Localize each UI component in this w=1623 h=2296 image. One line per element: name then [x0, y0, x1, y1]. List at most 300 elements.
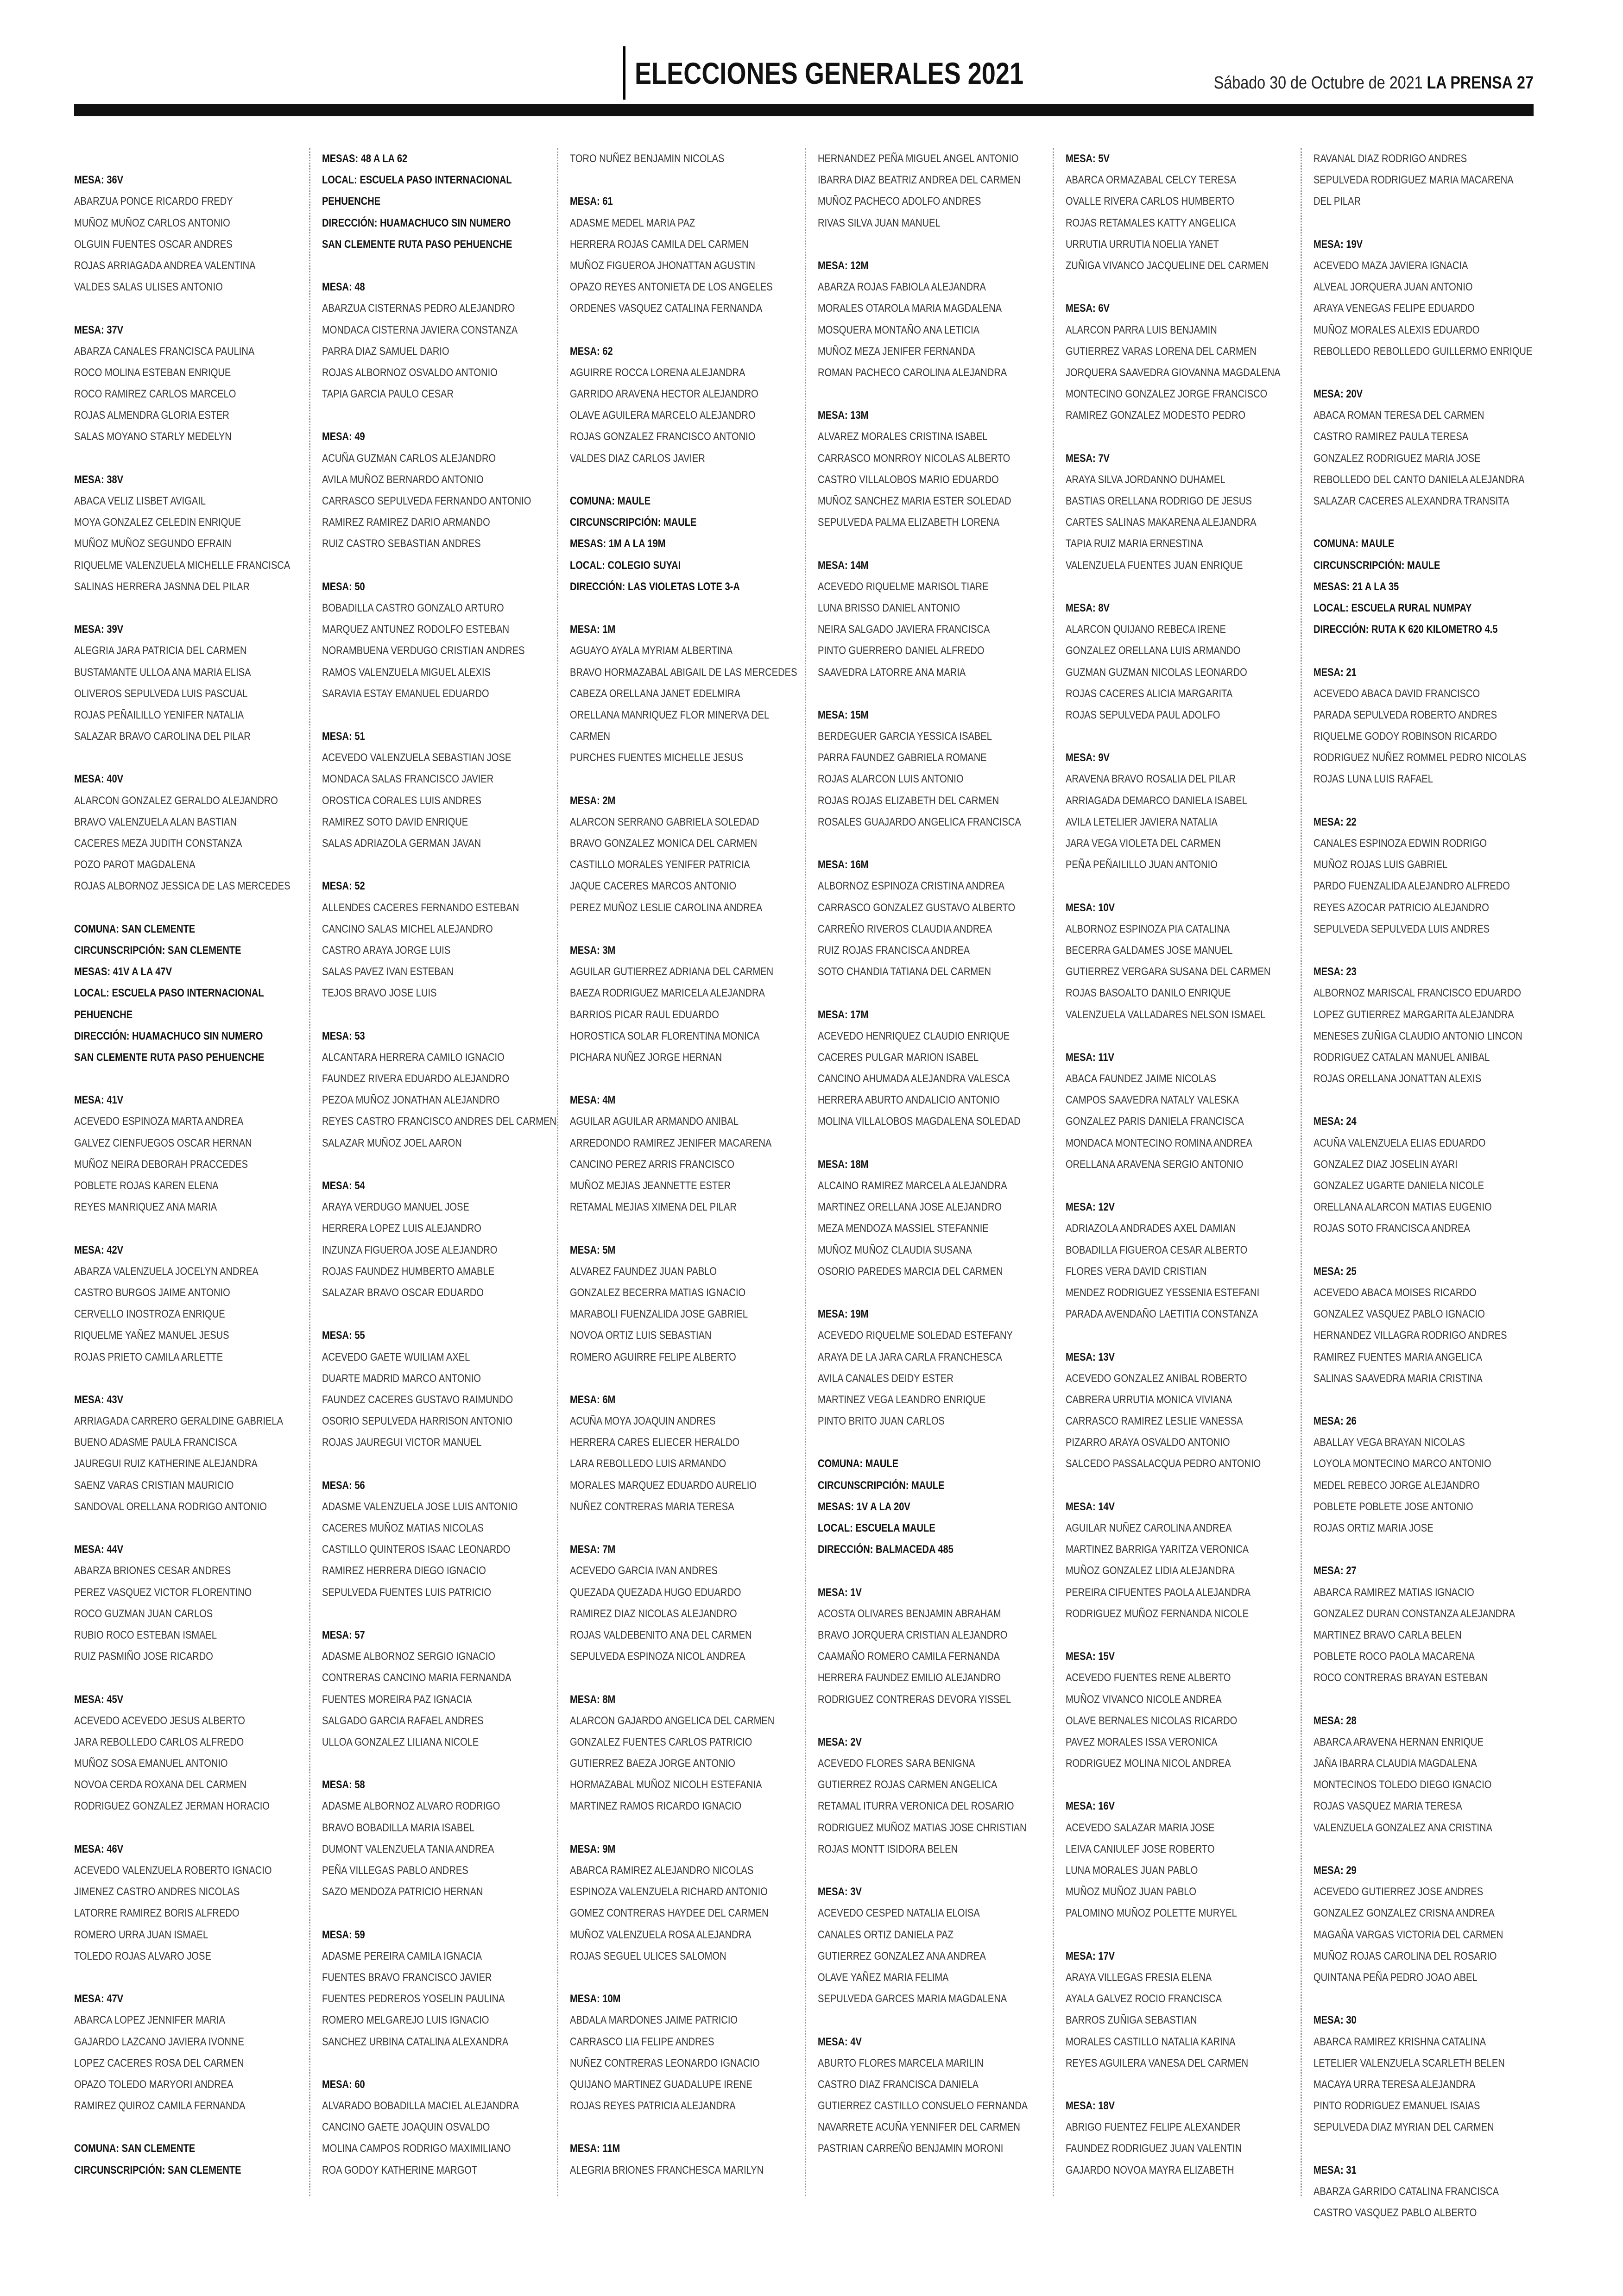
spacer [570, 1518, 765, 1539]
voter-name: ABARCA ARAVENA HERNAN ENRIQUE [1314, 1735, 1484, 1748]
voter-name: ACEVEDO SALAZAR MARIA JOSE [1066, 1821, 1215, 1834]
table-heading: MESA: 40V [74, 773, 124, 786]
spacer [74, 1368, 270, 1389]
precinct-info: COMUNA: MAULE [1314, 537, 1395, 550]
voter-name: GONZALEZ DURAN CONSTANZA ALEJANDRA [1314, 1607, 1515, 1620]
voter-name: MOYA GONZALEZ CELEDIN ENRIQUE [74, 516, 241, 529]
voter-name: FUENTES PEDREROS YOSELIN PAULINA [322, 1993, 505, 2006]
voter-name: ACEVEDO RIQUELME MARISOL TIARE [818, 580, 989, 593]
column-divider [1053, 148, 1054, 2196]
voter-name: ACEVEDO FUENTES RENE ALBERTO [1066, 1672, 1231, 1684]
voter-name: TORO NUÑEZ BENJAMIN NICOLAS [570, 152, 725, 165]
voter-name: ROCO MOLINA ESTEBAN ENRIQUE [74, 366, 231, 379]
voter-name: QUINTANA PEÑA PEDRO JOAO ABEL [1314, 1971, 1478, 1984]
voter-name: ROJAS ORTIZ MARIA JOSE [1314, 1522, 1434, 1534]
table-heading: MESA: 15V [1066, 1650, 1115, 1663]
table-heading: MESA: 14M [818, 559, 869, 572]
page-number: 27 [1517, 73, 1534, 93]
voter-name: ADASME PEREIRA CAMILA IGNACIA [322, 1949, 482, 1962]
voter-name: ROJAS MONTT ISIDORA BELEN [818, 1842, 958, 1855]
table-heading: MESA: 14V [1066, 1500, 1115, 1513]
voter-name: CASTRO DIAZ FRANCISCA DANIELA [818, 2078, 979, 2091]
spacer [322, 1304, 518, 1325]
voter-name: ABARCA RAMIREZ MATIAS IGNACIO [1314, 1586, 1474, 1599]
voter-name: JARA VEGA VIOLETA DEL CARMEN [1066, 837, 1221, 850]
voter-name: DUARTE MADRID MARCO ANTONIO [322, 1372, 481, 1385]
voter-name: RAMIREZ DIAZ NICOLAS ALEJANDRO [570, 1607, 737, 1620]
spacer [322, 1603, 518, 1625]
voter-name: SALCEDO PASSALACQUA PEDRO ANTONIO [1066, 1457, 1261, 1470]
voter-name: SEPULVEDA PALMA ELIZABETH LORENA [818, 516, 1000, 529]
voter-name: MUÑOZ NEIRA DEBORAH PRACCEDES [74, 1158, 248, 1171]
precinct-info: MESAS: 41V A LA 47V [74, 965, 172, 978]
voter-name: MARTINEZ VEGA LEANDRO ENRIQUE [818, 1393, 986, 1406]
voter-name: LOYOLA MONTECINO MARCO ANTONIO [1314, 1457, 1491, 1470]
voter-name: BRAVO HORMAZABAL ABIGAIL DE LAS MERCEDES [570, 666, 797, 679]
voter-name: ORELLANA ALARCON MATIAS EUGENIO [1314, 1201, 1492, 1214]
table-heading: MESA: 11M [570, 2142, 620, 2155]
voter-name: BARROS ZUÑIGA SEBASTIAN [1066, 2014, 1197, 2027]
table-heading: MESA: 16V [1066, 1800, 1115, 1813]
voter-name: AGUILAR GUTIERREZ ADRIANA DEL CARMEN [570, 965, 774, 978]
voter-name: ABARZUA CISTERNAS PEDRO ALEJANDRO [322, 302, 515, 315]
voter-name: ACEVEDO GARCIA IVAN ANDRES [570, 1564, 718, 1577]
spacer [74, 598, 270, 619]
voter-name: CARRASCO GONZALEZ GUSTAVO ALBERTO [818, 901, 1016, 914]
table-heading: MESA: 13V [1066, 1350, 1115, 1363]
spacer [1066, 1625, 1261, 1646]
voter-name: QUIJANO MARTINEZ GUADALUPE IRENE [570, 2078, 752, 2091]
spacer [818, 1282, 1013, 1304]
spacer [1314, 1689, 1509, 1710]
voter-name: ADASME ALBORNOZ ALVARO RODRIGO [322, 1800, 500, 1813]
voter-name: BRAVO VALENZUELA ALAN BASTIAN [74, 815, 237, 828]
voter-name: ABARZA ROJAS FABIOLA ALEJANDRA [818, 281, 986, 294]
table-heading: MESA: 51 [322, 730, 365, 743]
spacer [1066, 1924, 1261, 1946]
spacer [74, 448, 270, 469]
voter-name: CARRASCO MONRROY NICOLAS ALBERTO [818, 452, 1010, 465]
table-heading: MESA: 2M [570, 794, 616, 807]
voter-name: BASTIAS ORELLANA RODRIGO DE JESUS [1066, 495, 1252, 507]
voter-name: ACEVEDO ABACA DAVID FRANCISCO [1314, 687, 1480, 700]
table-heading: MESA: 2V [818, 1735, 862, 1748]
spacer [1314, 1090, 1509, 1111]
voter-name: ALARCON SERRANO GABRIELA SOLEDAD [570, 815, 759, 828]
voter-name: ACEVEDO MAZA JAVIERA IGNACIA [1314, 259, 1468, 272]
table-heading: MESA: 61 [570, 195, 613, 208]
spacer [1314, 512, 1509, 533]
voter-name: SALAZAR BRAVO OSCAR EDUARDO [322, 1286, 484, 1299]
voter-name: INZUNZA FIGUEROA JOSE ALEJANDRO [322, 1243, 498, 1256]
voter-name: ABDALA MARDONES JAIME PATRICIO [570, 2014, 738, 2027]
table-heading: MESA: 20V [1314, 388, 1363, 401]
voter-name: ROCO CONTRERAS BRAYAN ESTEBAN [1314, 1672, 1488, 1684]
voter-name: ADASME VALENZUELA JOSE LUIS ANTONIO [322, 1500, 518, 1513]
voter-name: CARRASCO LIA FELIPE ANDRES [570, 2035, 714, 2048]
spacer [74, 148, 270, 170]
table-heading: MESA: 5V [1066, 152, 1110, 165]
spacer [818, 1860, 1013, 1881]
voter-name: GARRIDO ARAVENA HECTOR ALEJANDRO [570, 388, 758, 401]
table-heading: MESA: 57 [322, 1628, 365, 1641]
voter-name: ORDENES VASQUEZ CATALINA FERNANDA [570, 302, 763, 315]
voter-name: PICHARA NUÑEZ JORGE HERNAN [570, 1051, 722, 1064]
spacer [74, 298, 270, 319]
voter-name: CANCINO AHUMADA ALEJANDRA VALESCA [818, 1072, 1010, 1085]
voter-name: GUTIERREZ VARAS LORENA DEL CARMEN [1066, 345, 1257, 358]
voter-name: PEREZ VASQUEZ VICTOR FLORENTINO [74, 1586, 252, 1599]
voter-name: SANDOVAL ORELLANA RODRIGO ANTONIO [74, 1500, 267, 1513]
voter-name: REYES CASTRO FRANCISCO ANDRES DEL CARMEN [322, 1115, 557, 1128]
voter-name: ALLENDES CACERES FERNANDO ESTEBAN [322, 901, 519, 914]
precinct-info: COMUNA: MAULE [818, 1457, 899, 1470]
voter-name: CONTRERAS CANCINO MARIA FERNANDA [322, 1672, 512, 1684]
voter-name: MUÑOZ MUÑOZ CLAUDIA SUSANA [818, 1243, 972, 1256]
column-divider [309, 148, 310, 2196]
voter-name: MUÑOZ MEZA JENIFER FERNANDA [818, 345, 975, 358]
table-heading: MESA: 60 [322, 2078, 365, 2091]
voter-name: SALAS MOYANO STARLY MEDELYN [74, 430, 232, 443]
voter-name: CASTRO ARAYA JORGE LUIS [322, 944, 451, 957]
voter-name: ALARCON QUIJANO REBECA IRENE [1066, 623, 1226, 636]
spacer [570, 320, 765, 341]
voter-name: ARRIAGADA CARRERO GERALDINE GABRIELA [74, 1415, 284, 1428]
voter-name: ROJAS SEGUEL ULICES SALOMON [570, 1949, 726, 1962]
voter-name: ROCO RAMIREZ CARLOS MARCELO [74, 388, 236, 401]
table-heading: MESA: 55 [322, 1329, 365, 1342]
voter-name: MONDACA MONTECINO ROMINA ANDREA [1066, 1136, 1252, 1149]
precinct-info: DIRECCIÓN: HUAMACHUCO SIN NUMERO [74, 1029, 263, 1042]
spacer [322, 1753, 518, 1774]
voter-name: ACEVEDO ACEVEDO JESUS ALBERTO [74, 1714, 245, 1727]
voter-name: FUENTES BRAVO FRANCISCO JAVIER [322, 1971, 492, 1984]
voter-name: RAMIREZ SOTO DAVID ENRIQUE [322, 815, 468, 828]
voter-name: LETELIER VALENZUELA SCARLETH BELEN [1314, 2056, 1505, 2069]
precinct-info: SAN CLEMENTE RUTA PASO PEHUENCHE [74, 1051, 265, 1064]
voter-name: BRAVO BOBADILLA MARIA ISABEL [322, 1821, 475, 1834]
voter-name: QUEZADA QUEZADA HUGO EDUARDO [570, 1586, 741, 1599]
precinct-info: MESAS: 1V A LA 20V [818, 1500, 910, 1513]
voter-name: OPAZO REYES ANTONIETA DE LOS ANGELES [570, 281, 773, 294]
column-6 [1314, 148, 1552, 2224]
voter-name: ROA GODOY KATHERINE MARGOT [322, 2164, 478, 2176]
voter-name: GUTIERREZ ROJAS CARMEN ANGELICA [818, 1779, 998, 1791]
spacer [1314, 1988, 1509, 2010]
voter-name: CASTILLO MORALES YENIFER PATRICIA [570, 858, 750, 871]
table-heading: MESA: 19V [1314, 238, 1363, 251]
table-heading: MESA: 43V [74, 1393, 124, 1406]
spacer [570, 598, 765, 619]
spacer [1066, 1325, 1261, 1346]
voter-name: HERRERA CARES ELIECER HERALDO [570, 1436, 740, 1449]
voter-name: GONZALEZ GONZALEZ CRISNA ANDREA [1314, 1907, 1495, 1920]
table-heading: MESA: 58 [322, 1779, 365, 1791]
voter-name: ALBORNOZ MARISCAL FRANCISCO EDUARDO [1314, 987, 1522, 1000]
voter-name: CANCINO SALAS MICHEL ALEJANDRO [322, 922, 493, 935]
voter-name: CARMEN [570, 730, 611, 743]
voter-name: ROJAS LUNA LUIS RAFAEL [1314, 773, 1433, 786]
voter-name: ABRIGO FUENTEZ FELIPE ALEXANDER [1066, 2121, 1241, 2134]
voter-name: ORELLANA MANRIQUEZ FLOR MINERVA DEL [570, 708, 770, 721]
voter-name: REYES AGUILERA VANESA DEL CARMEN [1066, 2056, 1249, 2069]
spacer [1066, 876, 1261, 897]
spacer [1314, 362, 1509, 384]
voter-name: MUÑOZ FIGUEROA JHONATTAN AGUSTIN [570, 259, 755, 272]
voter-name: AGUIRRE ROCCA LORENA ALEJANDRA [570, 366, 745, 379]
voter-name: GONZALEZ PARIS DANIELA FRANCISCA [1066, 1115, 1244, 1128]
spacer [1314, 1539, 1509, 1560]
spacer [74, 1518, 270, 1539]
voter-name: SEPULVEDA RODRIGUEZ MARIA MACARENA [1314, 174, 1514, 187]
voter-name: AGUILAR NUÑEZ CAROLINA ANDREA [1066, 1522, 1232, 1534]
voter-name: ROMERO URRA JUAN ISMAEL [74, 1928, 208, 1941]
voter-name: SALAS PAVEZ IVAN ESTEBAN [322, 965, 454, 978]
voter-name: CASTILLO QUINTEROS ISAAC LEONARDO [322, 1543, 511, 1556]
voter-name: MONDACA SALAS FRANCISCO JAVIER [322, 773, 494, 786]
voter-name: RAMIREZ HERRERA DIEGO IGNACIO [322, 1564, 486, 1577]
voter-name: REBOLLEDO DEL CANTO DANIELA ALEJANDRA [1314, 473, 1525, 486]
spacer [1066, 1175, 1261, 1197]
voter-name: JARA REBOLLEDO CARLOS ALFREDO [74, 1735, 244, 1748]
voter-name: MEDEL REBECO JORGE ALEJANDRO [1314, 1479, 1480, 1492]
voter-name: MENESES ZUÑIGA CLAUDIO ANTONIO LINCON [1314, 1029, 1522, 1042]
voter-name: ACEVEDO ABACA MOISES RICARDO [1314, 1286, 1477, 1299]
title-rule [623, 46, 625, 100]
voter-name: AGUILAR AGUILAR ARMANDO ANIBAL [570, 1115, 739, 1128]
voter-name: MARQUEZ ANTUNEZ RODOLFO ESTEBAN [322, 623, 510, 636]
table-heading: MESA: 9M [570, 1842, 616, 1855]
spacer [322, 255, 518, 277]
table-heading: MESA: 48 [322, 281, 365, 294]
voter-name: TAPIA RUIZ MARIA ERNESTINA [1066, 537, 1203, 550]
precinct-info: CIRCUNSCRIPCIÓN: MAULE [818, 1479, 945, 1492]
voter-name: PIZARRO ARAYA OSVALDO ANTONIO [1066, 1436, 1230, 1449]
voter-name: VALENZUELA FUENTES JUAN ENRIQUE [1066, 559, 1243, 572]
voter-name: SAENZ VARAS CRISTIAN MAURICIO [74, 1479, 234, 1492]
voter-name: PARDO FUENZALIDA ALEJANDRO ALFREDO [1314, 880, 1510, 893]
voter-name: GONZALEZ UGARTE DANIELA NICOLE [1314, 1180, 1484, 1192]
voter-name: MORALES OTAROLA MARIA MAGDALENA [818, 302, 1002, 315]
table-heading: MESA: 3M [570, 944, 616, 957]
voter-name: MAGAÑA VARGAS VICTORIA DEL CARMEN [1314, 1928, 1503, 1941]
voter-name: ROJAS ROJAS ELIZABETH DEL CARMEN [818, 794, 999, 807]
voter-name: ROJAS ALMENDRA GLORIA ESTER [74, 409, 229, 422]
spacer [322, 405, 518, 426]
voter-name: SAZO MENDOZA PATRICIO HERNAN [322, 1886, 483, 1899]
voter-name: GONZALEZ ORELLANA LUIS ARMANDO [1066, 644, 1241, 657]
voter-name: RODRIGUEZ MUÑOZ MATIAS JOSE CHRISTIAN [818, 1821, 1027, 1834]
voter-name: ACEVEDO HENRIQUEZ CLAUDIO ENRIQUE [818, 1029, 1010, 1042]
issue-date: Sábado 30 de Octubre de 2021 [1213, 73, 1423, 93]
voter-name: NEIRA SALGADO JAVIERA FRANCISCA [818, 623, 990, 636]
voter-name: BECERRA GALDAMES JOSE MANUEL [1066, 944, 1233, 957]
voter-name: CAMPOS SAAVEDRA NATALY VALESKA [1066, 1094, 1239, 1107]
voter-name: MARTINEZ BARRIGA YARITZA VERONICA [1066, 1543, 1249, 1556]
voter-name: CACERES MUÑOZ MATIAS NICOLAS [322, 1522, 484, 1534]
spacer [74, 1068, 270, 1090]
voter-name: ARAYA VILLEGAS FRESIA ELENA [1066, 1971, 1212, 1984]
voter-name: ROSALES GUAJARDO ANGELICA FRANCISCA [818, 815, 1021, 828]
voter-name: RIQUELME YAÑEZ MANUEL JESUS [74, 1329, 229, 1342]
voter-name: GOMEZ CONTRERAS HAYDEE DEL CARMEN [570, 1907, 769, 1920]
voter-name: FLORES VERA DAVID CRISTIAN [1066, 1265, 1207, 1278]
voter-name: MUÑOZ MUÑOZ SEGUNDO EFRAIN [74, 537, 232, 550]
voter-name: LARA REBOLLEDO LUIS ARMANDO [570, 1457, 726, 1470]
spacer [1314, 790, 1509, 812]
precinct-info: LOCAL: ESCUELA PASO INTERNACIONAL [322, 174, 512, 187]
voter-name: BUENO ADASME PAULA FRANCISCA [74, 1436, 237, 1449]
voter-name: GUZMAN GUZMAN NICOLAS LEONARDO [1066, 666, 1247, 679]
spacer [1314, 213, 1509, 234]
voter-name: RIQUELME VALENZUELA MICHELLE FRANCISCA [74, 559, 290, 572]
voter-name: ADRIAZOLA ANDRADES AXEL DAMIAN [1066, 1222, 1236, 1235]
voter-name: ROJAS VALDEBENITO ANA DEL CARMEN [570, 1628, 752, 1641]
voter-name: ROJAS ALARCON LUIS ANTONIO [818, 773, 964, 786]
voter-name: MUÑOZ SOSA EMANUEL ANTONIO [74, 1757, 228, 1770]
voter-name: MUÑOZ PACHECO ADOLFO ANDRES [818, 195, 981, 208]
voter-name: PEÑA VILLEGAS PABLO ANDRES [322, 1864, 468, 1877]
voter-name: SAAVEDRA LATORRE ANA MARIA [818, 666, 966, 679]
voter-name: MENDEZ RODRIGUEZ YESSENIA ESTEFANI [1066, 1286, 1260, 1299]
voter-name: PALOMINO MUÑOZ POLETTE MURYEL [1066, 1907, 1237, 1920]
spacer [1314, 940, 1509, 961]
voter-name: RODRIGUEZ NUÑEZ ROMMEL PEDRO NICOLAS [1314, 751, 1527, 764]
spacer [1314, 1389, 1509, 1411]
voter-name: GUTIERREZ CASTILLO CONSUELO FERNANDA [818, 2100, 1028, 2113]
voter-name: CANCINO GAETE JOAQUIN OSVALDO [322, 2121, 490, 2134]
table-heading: MESA: 24 [1314, 1115, 1357, 1128]
voter-name: RAMIREZ GONZALEZ MODESTO PEDRO [1066, 409, 1246, 422]
spacer [74, 747, 270, 769]
voter-name: HERRERA LOPEZ LUIS ALEJANDRO [322, 1222, 481, 1235]
voter-name: CARTES SALINAS MAKARENA ALEJANDRA [1066, 516, 1257, 529]
voter-name: GONZALEZ BECERRA MATIAS IGNACIO [570, 1286, 746, 1299]
table-heading: MESA: 15M [818, 708, 869, 721]
spacer [322, 854, 518, 876]
table-heading: MESA: 31 [1314, 2164, 1357, 2176]
voter-name: BARRIOS PICAR RAUL EDUARDO [570, 1008, 719, 1021]
precinct-info: LOCAL: ESCUELA RURAL NUMPAY [1314, 601, 1472, 614]
table-heading: MESA: 25 [1314, 1265, 1357, 1278]
spacer [1066, 426, 1261, 448]
voter-name: TEJOS BRAVO JOSE LUIS [322, 987, 437, 1000]
precinct-info: SAN CLEMENTE RUTA PASO PEHUENCHE [322, 238, 512, 251]
publication-name: LA PRENSA [1427, 73, 1513, 93]
voter-name: ALBORNOZ ESPINOZA PIA CATALINA [1066, 922, 1230, 935]
voter-name: ACEVEDO GAETE WUILIAM AXEL [322, 1350, 470, 1363]
voter-name: POBLETE ROJAS KAREN ELENA [74, 1180, 219, 1192]
voter-name: CABRERA URRUTIA MONICA VIVIANA [1066, 1393, 1232, 1406]
table-heading: MESA: 3V [818, 1886, 862, 1899]
table-heading: MESA: 45V [74, 1693, 124, 1706]
voter-name: SANCHEZ URBINA CATALINA ALEXANDRA [322, 2035, 509, 2048]
table-heading: MESA: 8V [1066, 601, 1110, 614]
voter-name: NOVOA ORTIZ LUIS SEBASTIAN [570, 1329, 712, 1342]
voter-name: ACEVEDO CESPED NATALIA ELOISA [818, 1907, 980, 1920]
voter-name: HERRERA FAUNDEZ EMILIO ALEJANDRO [818, 1672, 1001, 1684]
voter-name: MARABOLI FUENZALIDA JOSE GABRIEL [570, 1308, 748, 1321]
spacer [818, 983, 1013, 1004]
voter-name: OLAVE BERNALES NICOLAS RICARDO [1066, 1714, 1238, 1727]
voter-name: RODRIGUEZ GONZALEZ JERMAN HORACIO [74, 1800, 270, 1813]
voter-name: GAJARDO NOVOA MAYRA ELIZABETH [1066, 2164, 1234, 2176]
voter-name: ABARCA RAMIREZ KRISHNA CATALINA [1314, 2035, 1486, 2048]
voter-name: ARRIAGADA DEMARCO DANIELA ISABEL [1066, 794, 1247, 807]
table-heading: MESA: 9V [1066, 751, 1110, 764]
column-2 [322, 148, 561, 2224]
voter-name: CASTRO VILLALOBOS MARIO EDUARDO [818, 473, 999, 486]
column-3 [570, 148, 808, 2224]
voter-name: AVILA CANALES DEIDY ESTER [818, 1372, 954, 1385]
voter-name: ABALLAY VEGA BRAYAN NICOLAS [1314, 1436, 1465, 1449]
voter-name: MARTINEZ ORELLANA JOSE ALEJANDRO [818, 1201, 1002, 1214]
spacer [818, 1133, 1013, 1154]
table-heading: MESA: 56 [322, 1479, 365, 1492]
column-1 [74, 148, 313, 2224]
voter-name: ROMERO MELGAREJO LUIS IGNACIO [322, 2014, 489, 2027]
voter-name: LUNA BRISSO DANIEL ANTONIO [818, 601, 960, 614]
voter-name: SALAZAR CACERES ALEXANDRA TRANSITA [1314, 495, 1509, 507]
spacer [818, 1432, 1013, 1453]
spacer [74, 1817, 270, 1839]
voter-name: PEZOA MUÑOZ JONATHAN ALEJANDRO [322, 1094, 500, 1107]
voter-name: BERDEGUER GARCIA YESSICA ISABEL [818, 730, 992, 743]
voter-name: SALAZAR MUÑOZ JOEL AARON [322, 1136, 462, 1149]
precinct-info: CIRCUNSCRIPCIÓN: MAULE [570, 516, 697, 529]
spacer [74, 2117, 270, 2138]
voter-name: ROCO GUZMAN JUAN CARLOS [74, 1607, 213, 1620]
voter-name: MUÑOZ ROJAS LUIS GABRIEL [1314, 858, 1448, 871]
voter-name: PAVEZ MORALES ISSA VERONICA [1066, 1735, 1218, 1748]
spacer [570, 1817, 765, 1839]
voter-name: SEPULVEDA ESPINOZA NICOL ANDREA [570, 1650, 745, 1663]
voter-name: SEPULVEDA FUENTES LUIS PATRICIO [322, 1586, 492, 1599]
precinct-info: PEHUENCHE [74, 1008, 133, 1021]
precinct-info: LOCAL: ESCUELA PASO INTERNACIONAL [74, 987, 264, 1000]
dateline [1214, 73, 1534, 93]
voter-name: AYALA GALVEZ ROCIO FRANCISCA [1066, 1993, 1222, 2006]
table-heading: MESA: 36V [74, 174, 124, 187]
spacer [570, 1068, 765, 1090]
precinct-info: DIRECCIÓN: BALMACEDA 485 [818, 1543, 954, 1556]
precinct-info: COMUNA: SAN CLEMENTE [74, 922, 196, 935]
voter-name: ACUÑA GUZMAN CARLOS ALEJANDRO [322, 452, 496, 465]
voter-name: ARAVENA BRAVO ROSALIA DEL PILAR [1066, 773, 1236, 786]
precinct-info: CIRCUNSCRIPCIÓN: SAN CLEMENTE [74, 944, 241, 957]
voter-name: HERNANDEZ PEÑA MIGUEL ANGEL ANTONIO [818, 152, 1019, 165]
voter-name: BOBADILLA FIGUEROA CESAR ALBERTO [1066, 1243, 1248, 1256]
voter-name: RIVAS SILVA JUAN MANUEL [818, 216, 941, 229]
table-heading: MESA: 6M [570, 1393, 616, 1406]
voter-name: POBLETE POBLETE JOSE ANTONIO [1314, 1500, 1473, 1513]
voter-name: ABARZA GARRIDO CATALINA FRANCISCA [1314, 2185, 1499, 2198]
spacer [818, 1710, 1013, 1732]
header-rule [74, 104, 1534, 116]
voter-name: BUSTAMANTE ULLOA ANA MARIA ELISA [74, 666, 251, 679]
spacer [818, 1560, 1013, 1582]
voter-name: JAÑA IBARRA CLAUDIA MAGDALENA [1314, 1757, 1477, 1770]
table-heading: MESA: 44V [74, 1543, 124, 1556]
voter-name: NAVARRETE ACUÑA YENNIFER DEL CARMEN [818, 2121, 1020, 2134]
table-heading: MESA: 18V [1066, 2100, 1115, 2113]
precinct-info: CIRCUNSCRIPCIÓN: SAN CLEMENTE [74, 2164, 241, 2176]
voter-name: CANALES ORTIZ DANIELA PAZ [818, 1928, 954, 1941]
voter-name: MUÑOZ MUÑOZ JUAN PABLO [1066, 1886, 1197, 1899]
voter-name: ALEGRIA BRIONES FRANCHESCA MARILYN [570, 2164, 764, 2176]
voter-name: CACERES MEZA JUDITH CONSTANZA [74, 837, 242, 850]
voter-name: ROMAN PACHECO CAROLINA ALEJANDRA [818, 366, 1007, 379]
